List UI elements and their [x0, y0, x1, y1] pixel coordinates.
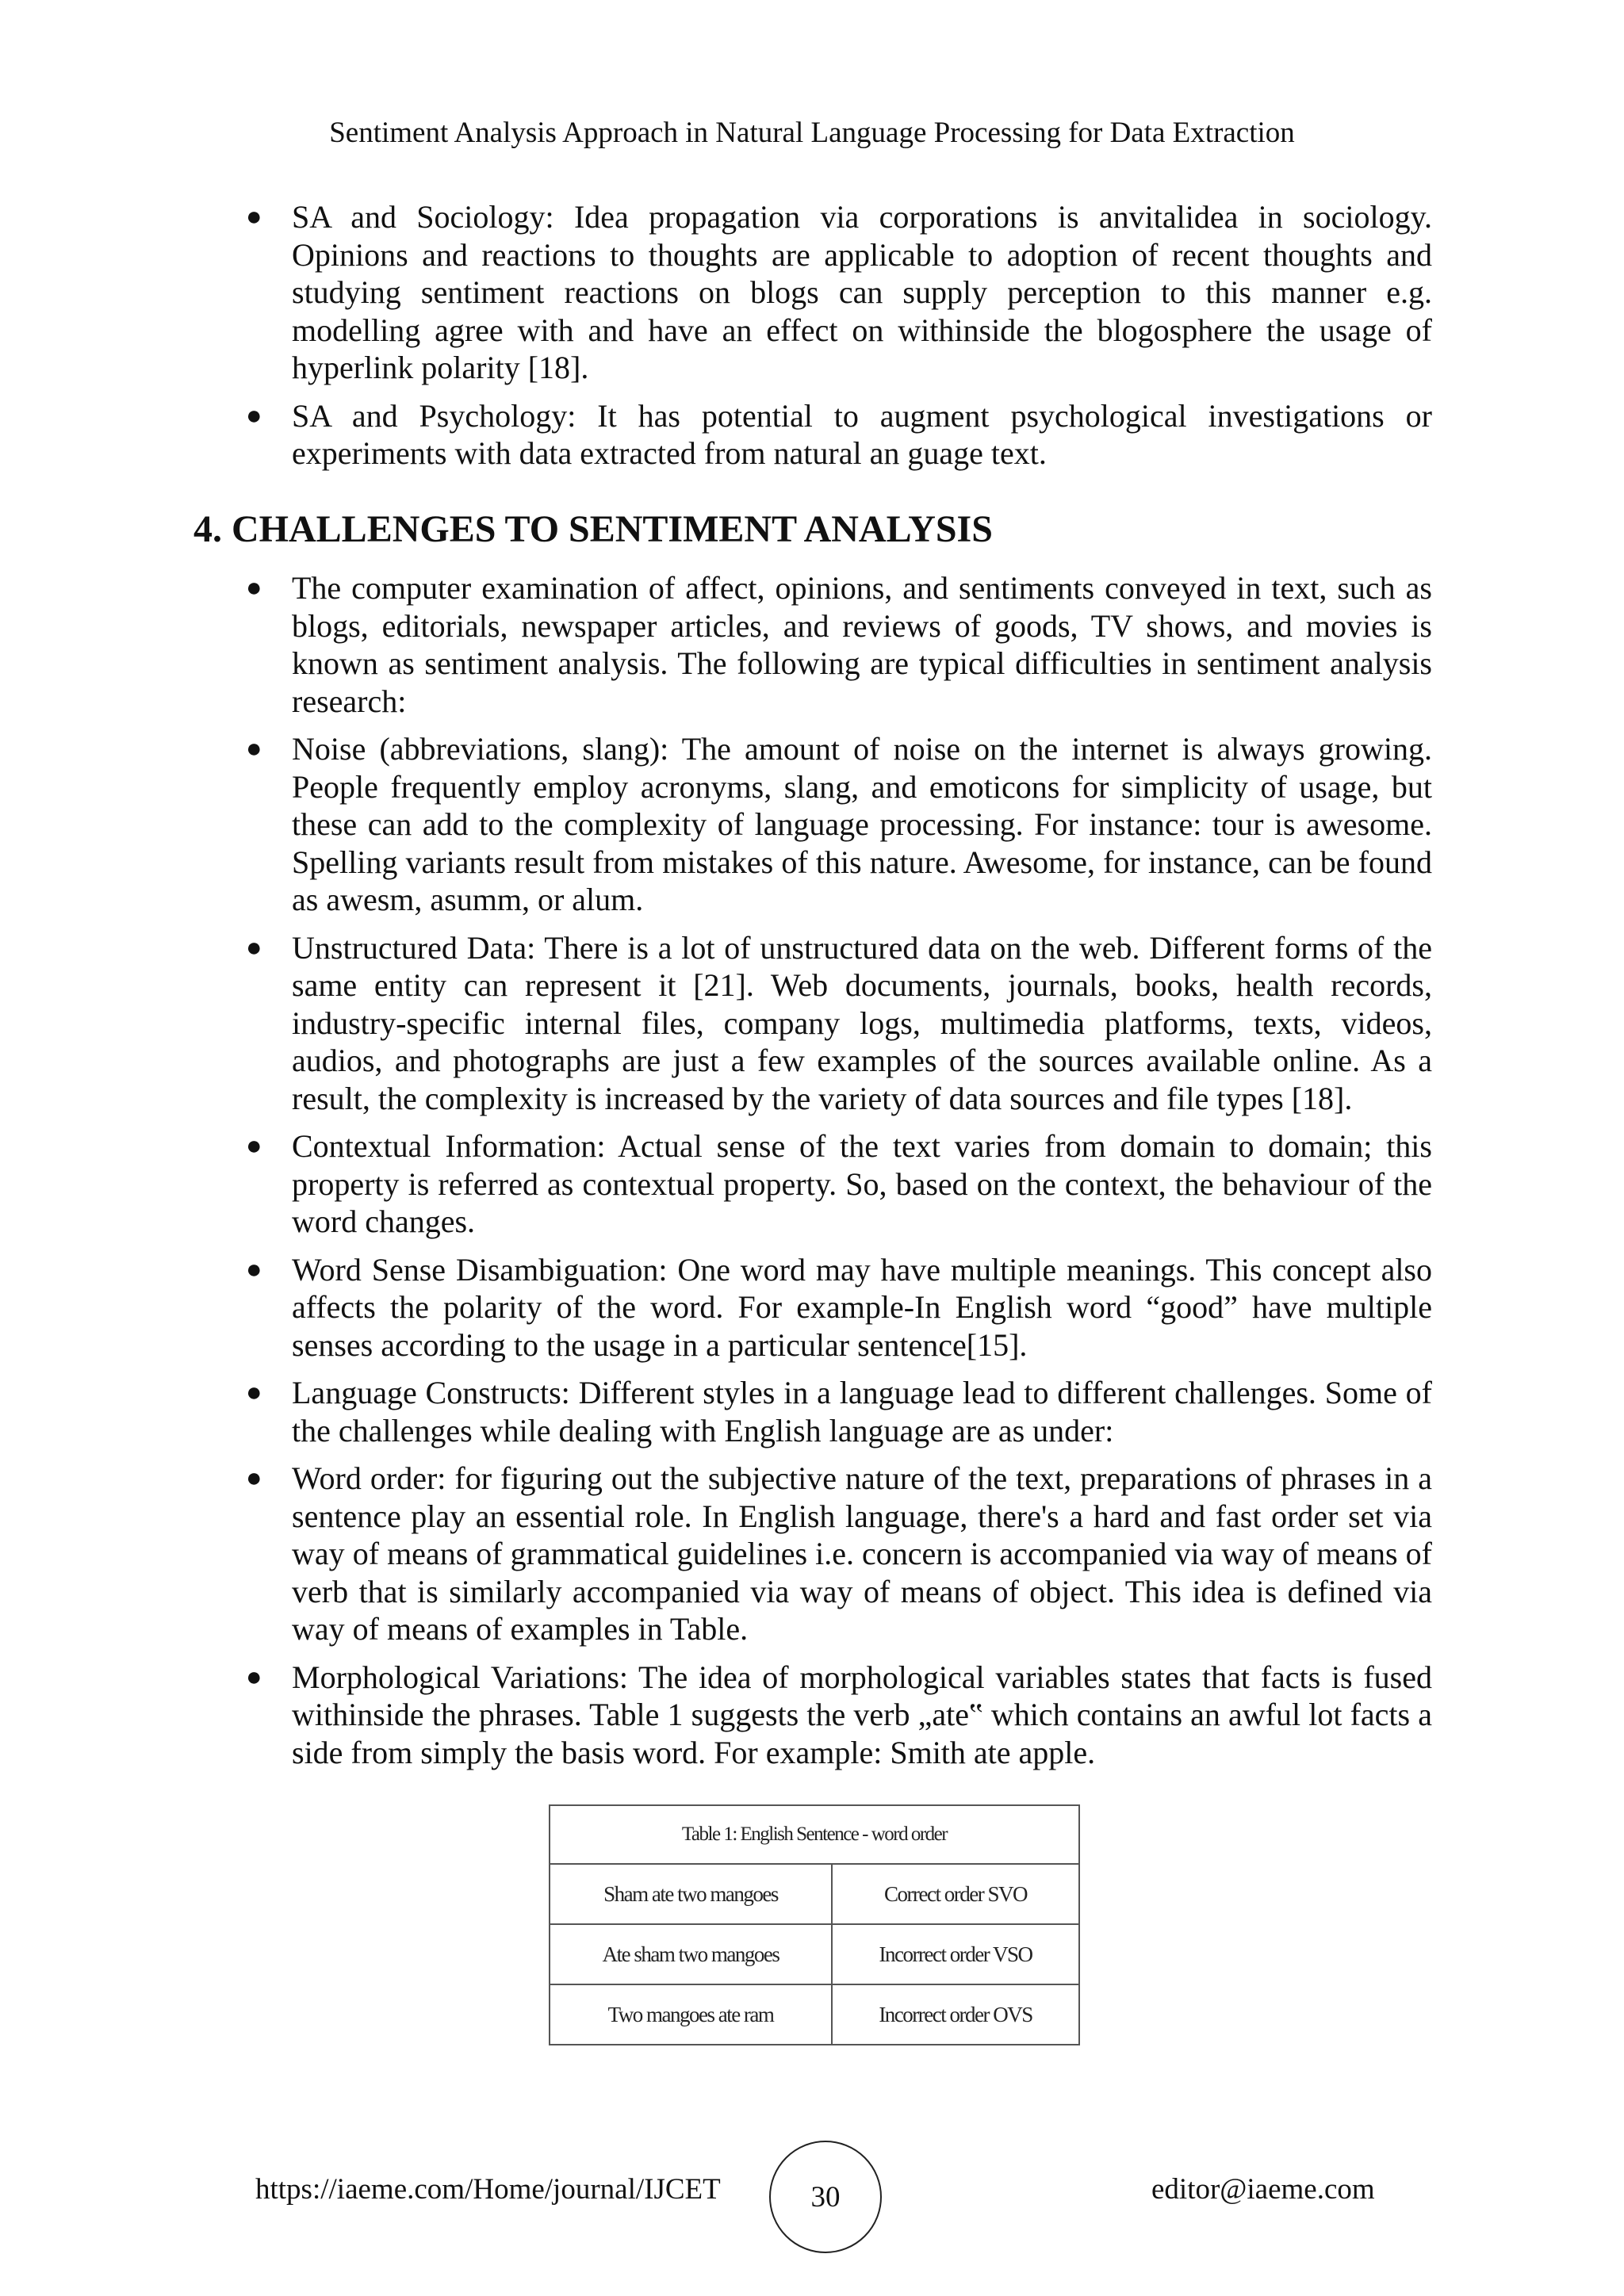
list-item — [238, 569, 1432, 720]
list-item — [238, 397, 1432, 473]
list-item-text: Language Constructs: Different styles in a language lead to different challenges. Some of the challenges while dealing with English language are as under: — [292, 1375, 1432, 1448]
table-cell: Correct order SVO — [832, 1864, 1079, 1924]
table-cell: Ate sham two mangoes — [550, 1924, 832, 1984]
list-item — [238, 1127, 1432, 1241]
bullet-icon: ● — [246, 400, 262, 430]
page-number-badge — [769, 2141, 882, 2253]
table-cell: Two mangoes ate ram — [550, 1984, 832, 2045]
list-item-text: The computer examination of affect, opinions, and sentiments conveyed in text, such as blogs, editorials, newspaper articles, and reviews of goods, TV shows, and movies is known as sentiment analysis. The following are typical difficulties in sentiment analysis research: — [292, 570, 1432, 719]
list-item — [238, 1659, 1432, 1772]
page-number: 30 — [810, 2180, 841, 2214]
list-item — [238, 929, 1432, 1118]
footer-url-link[interactable]: https://iaeme.com/Home/journal/IJCET — [255, 2173, 721, 2206]
list-item-text: Contextual Information: Actual sense of the text varies from domain to domain; this property is referred as contextual property. So, based on the context, the behaviour of the word changes. — [292, 1128, 1432, 1239]
list-item — [238, 1251, 1432, 1364]
table-caption: Table 1: English Sentence - word order — [550, 1805, 1079, 1864]
table-row — [550, 1984, 1079, 2045]
table-row — [550, 1924, 1079, 1984]
list-item — [238, 1374, 1432, 1449]
list-item-text: Morphological Variations: The idea of morphological variables states that facts is fused withinside the phrases. Table 1 suggests the verb „ate‟ which contains an awful lot facts a side from simply the basis word. For example: Smith ate apple. — [292, 1659, 1432, 1770]
section-heading: 4. CHALLENGES TO SENTIMENT ANALYSIS — [193, 508, 993, 550]
list-item-text: Noise (abbreviations, slang): The amount of noise on the internet is always growing. People frequently employ acronyms, slang, and emoticons for simplicity of usage, but these can add to the complexity of language processing. For instance: tour is awesome. Spelling variants result from mistakes of this nature. Awesome, for instance, can be found as awesm, asumm, or alum. — [292, 731, 1432, 917]
bullet-icon: ● — [246, 1131, 262, 1161]
list-item — [238, 730, 1432, 919]
list-item — [238, 198, 1432, 387]
bullet-icon: ● — [246, 932, 262, 962]
table-caption-row — [550, 1805, 1079, 1864]
running-header: Sentiment Analysis Approach in Natural Language Processing for Data Extraction — [329, 117, 1295, 149]
list-item — [238, 1460, 1432, 1648]
word-order-table — [549, 1804, 1080, 2045]
list-item-text: SA and Psychology: It has potential to augment psychological investigations or experiments with data extracted from natural an guage text. — [292, 397, 1432, 471]
page-footer — [0, 2141, 1624, 2236]
list-item-text: Word order: for figuring out the subjective nature of the text, preparations of phrases in a sentence play an essential role. In English language, there's a hard and fast order set via way of means of grammatical guidelines i.e. concern is accompanied via way of means of verb that is similarly accompanied via way of means of object. This idea is defined via way of means of examples in Table. — [292, 1460, 1432, 1647]
list-item-text: Word Sense Disambiguation: One word may have multiple meanings. This concept also affects the polarity of the word. For example-In English word “good” have multiple senses according to the usage in a particular sentence[15]. — [292, 1251, 1432, 1363]
table-cell: Incorrect order OVS — [832, 1984, 1079, 2045]
challenges-bullet-list — [238, 569, 1432, 1781]
intro-bullet-list — [238, 198, 1432, 483]
bullet-icon: ● — [246, 573, 262, 603]
table-cell: Sham ate two mangoes — [550, 1864, 832, 1924]
bullet-icon: ● — [246, 1378, 262, 1407]
list-item-text: SA and Sociology: Idea propagation via corporations is anvitalidea in sociology. Opinions and reactions to thoughts are applicable to adoption of recent thoughts and studying sentiment reactions on blogs can supply perception to this manner e.g. modelling agree with and have an effect on withinside the blogosphere the usage of hyperlink polarity [18]. — [292, 199, 1432, 385]
bullet-icon: ● — [246, 734, 262, 763]
table-row — [550, 1864, 1079, 1924]
bullet-icon: ● — [246, 1464, 262, 1493]
bullet-icon: ● — [246, 1662, 262, 1692]
table-cell: Incorrect order VSO — [832, 1924, 1079, 1984]
list-item-text: Unstructured Data: There is a lot of unstructured data on the web. Different forms of the same entity can represent it [21]. Web documents, journals, books, health records, industry-specific internal files, company logs, multimedia platforms, texts, videos, audios, and photographs are just a few examples of the sources available online. As a result, the complexity is increased by the variety of data sources and file types [18]. — [292, 929, 1432, 1116]
bullet-icon: ● — [246, 202, 262, 232]
bullet-icon: ● — [246, 1254, 262, 1284]
footer-email-link[interactable]: editor@iaeme.com — [1151, 2173, 1375, 2206]
